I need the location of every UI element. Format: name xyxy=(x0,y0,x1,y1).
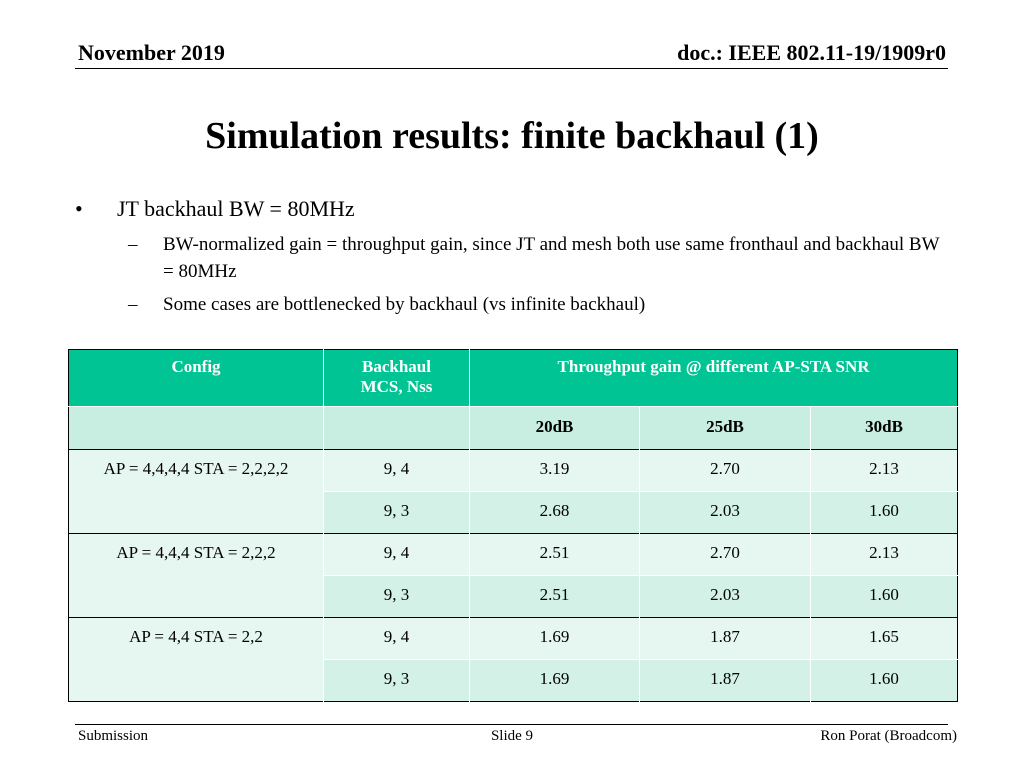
header-date: November 2019 xyxy=(78,40,225,65)
gain-30db-cell: 1.60 xyxy=(811,660,958,702)
gain-25db-cell: 2.70 xyxy=(640,534,811,576)
bullet-sub-2-text: Some cases are bottlenecked by backhaul (vs infinite backhaul) xyxy=(163,294,646,315)
results-table xyxy=(68,349,958,702)
bullet-sub-1-text: BW-normalized gain = throughput gain, since JT and mesh both use same fronthaul and backhaul BW = 80MHz xyxy=(163,234,940,282)
gain-30db-cell: 1.65 xyxy=(811,618,958,660)
backhaul-cell: 9, 4 xyxy=(324,618,470,660)
subheader-empty xyxy=(69,407,324,450)
config-cell: AP = 4,4 STA = 2,2 xyxy=(69,618,324,702)
gain-20db-cell: 2.51 xyxy=(470,534,640,576)
backhaul-cell: 9, 4 xyxy=(324,534,470,576)
footer-slide-number: Slide 9 xyxy=(490,728,534,744)
gain-30db-cell: 1.60 xyxy=(811,492,958,534)
bullet-sub-marker: – xyxy=(128,294,138,315)
subheader-snr-25: 25dB xyxy=(640,407,811,450)
gain-30db-cell: 2.13 xyxy=(811,450,958,492)
backhaul-cell: 9, 3 xyxy=(324,492,470,534)
subheader-snr-30: 30dB xyxy=(811,407,958,450)
gain-25db-cell: 2.70 xyxy=(640,450,811,492)
footer-submission: Submission xyxy=(78,728,149,744)
backhaul-cell: 9, 4 xyxy=(324,450,470,492)
table-subheader-row xyxy=(69,407,958,450)
gain-25db-cell: 2.03 xyxy=(640,576,811,618)
bullet-sub-marker: – xyxy=(128,234,138,255)
table-row xyxy=(69,534,958,576)
gain-25db-cell: 2.03 xyxy=(640,492,811,534)
footer-divider xyxy=(75,724,948,725)
subheader-empty xyxy=(324,407,470,450)
gain-25db-cell: 1.87 xyxy=(640,660,811,702)
gain-25db-cell: 1.87 xyxy=(640,618,811,660)
backhaul-cell: 9, 3 xyxy=(324,576,470,618)
header-config: Config xyxy=(69,350,324,407)
gain-20db-cell: 1.69 xyxy=(470,660,640,702)
subheader-snr-20: 20dB xyxy=(470,407,640,450)
gain-20db-cell: 2.68 xyxy=(470,492,640,534)
footer-author: Ron Porat (Broadcom) xyxy=(820,728,957,744)
config-cell: AP = 4,4,4 STA = 2,2,2 xyxy=(69,534,324,618)
gain-20db-cell: 1.69 xyxy=(470,618,640,660)
gain-20db-cell: 2.51 xyxy=(470,576,640,618)
gain-20db-cell: 3.19 xyxy=(470,450,640,492)
table-row xyxy=(69,450,958,492)
config-cell: AP = 4,4,4,4 STA = 2,2,2,2 xyxy=(69,450,324,534)
gain-30db-cell: 1.60 xyxy=(811,576,958,618)
header-doc-id: doc.: IEEE 802.11-19/1909r0 xyxy=(677,40,946,65)
gain-30db-cell: 2.13 xyxy=(811,534,958,576)
header-backhaul: Backhaul MCS, Nss xyxy=(324,350,470,407)
slide-title: Simulation results: finite backhaul (1) xyxy=(205,115,819,157)
bullet-main-text: JT backhaul BW = 80MHz xyxy=(117,196,355,221)
header-divider xyxy=(75,68,948,69)
backhaul-cell: 9, 3 xyxy=(324,660,470,702)
header-throughput-gain: Throughput gain @ different AP-STA SNR xyxy=(470,350,958,407)
table-header-row xyxy=(69,350,958,407)
bullet-marker: • xyxy=(75,196,83,221)
table-row xyxy=(69,618,958,660)
